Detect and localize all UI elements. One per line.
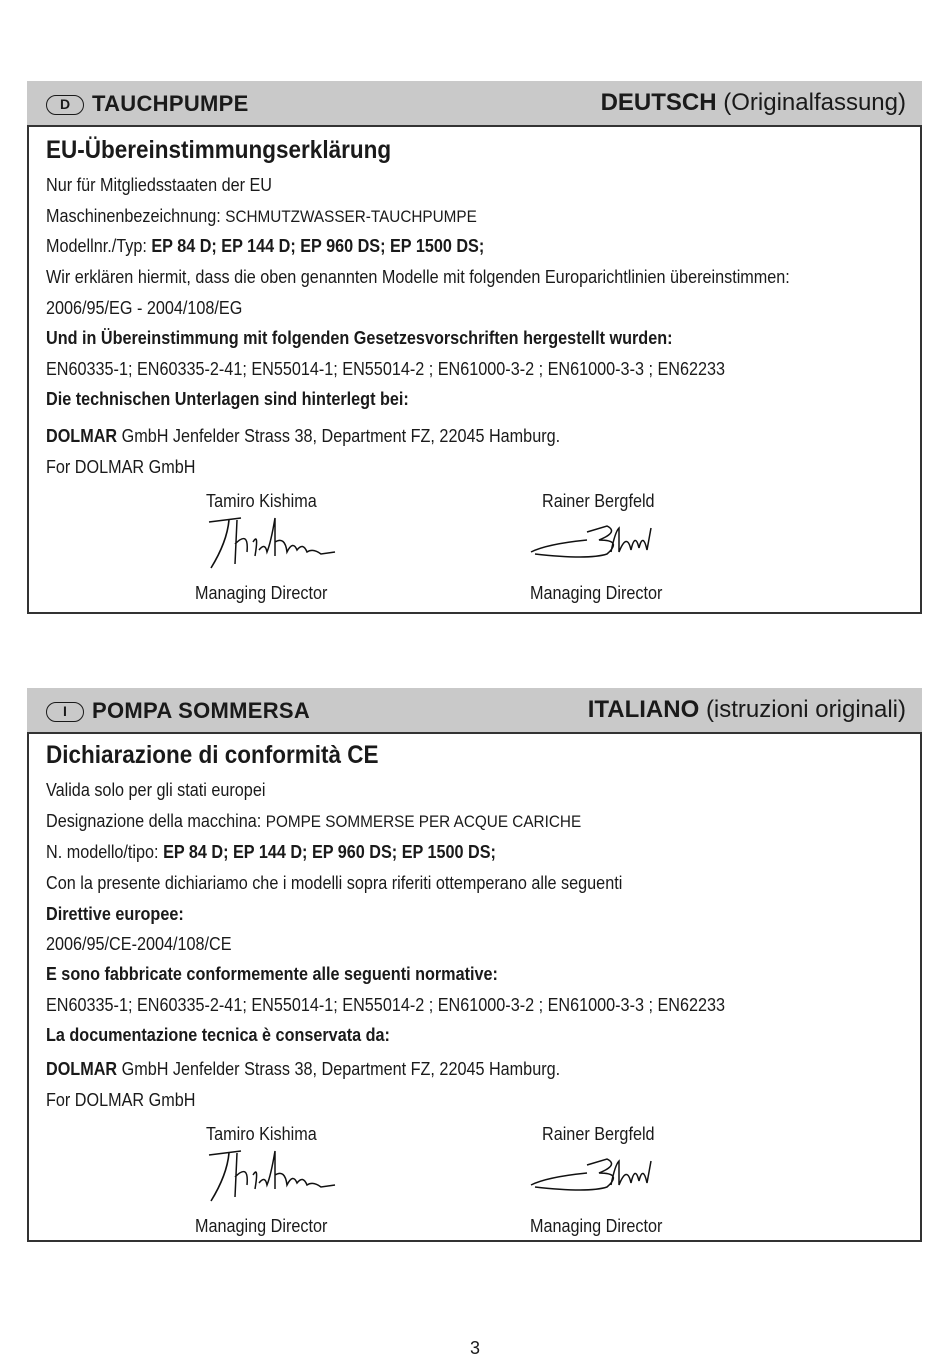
declaration-box (27, 125, 922, 614)
directives-text: 2006/95/CE-2004/108/CE (46, 934, 232, 954)
language-name: DEUTSCH (600, 89, 717, 116)
declaration-section-de (27, 81, 922, 614)
language-badge: I (46, 702, 84, 722)
signer2-name: Rainer Bergfeld (542, 1124, 655, 1144)
declaration-section-it (27, 688, 922, 1242)
standards-text: EN60335-1; EN60335-2-41; EN55014-1; EN55014-2 ; EN61000-3-2 ; EN61000-3-3 ; EN62233 (46, 995, 726, 1015)
model-label: Modellnr./Typ: (46, 236, 147, 256)
declaration-text: Con la presente dichiariamo che i modelli sopra riferiti ottemperano alle seguenti (46, 873, 623, 893)
declaration-title: EU-Übereinstimmungserklärung (46, 136, 392, 164)
machine-label: Maschinenbezeichnung: (46, 206, 221, 226)
machine-designation (46, 811, 581, 832)
language-note: (Originalfassung) (723, 89, 906, 116)
standards-text: EN60335-1; EN60335-2-41; EN55014-1; EN55014-2 ; EN61000-3-2 ; EN61000-3-3 ; EN62233 (46, 359, 726, 379)
signature-kishima (201, 1145, 341, 1205)
model-type (46, 842, 496, 863)
directives-text: 2006/95/EG - 2004/108/EG (46, 298, 243, 318)
directives-heading: Direttive europee: (46, 904, 184, 924)
for-company: For DOLMAR GmbH (46, 457, 196, 477)
signer1-title: Managing Director (195, 1216, 328, 1236)
technical-docs-heading: La documentazione tecnica è conservata da: (46, 1025, 390, 1045)
product-title: TAUCHPUMPE (92, 91, 249, 116)
for-company: For DOLMAR GmbH (46, 1090, 196, 1110)
product-title: POMPA SOMMERSA (92, 698, 311, 723)
company-name: DOLMAR (46, 426, 118, 446)
signer2-title: Managing Director (530, 1216, 663, 1236)
machine-label: Designazione della macchina: (46, 811, 262, 831)
language-note: (istruzioni originali) (705, 696, 906, 723)
signature-kishima (201, 512, 341, 572)
standards-heading: E sono fabbricate conformemente alle seguenti normative: (46, 964, 498, 984)
machine-value: SCHMUTZWASSER-TAUCHPUMPE (225, 207, 477, 226)
section-header-bar (27, 81, 922, 125)
company-address (46, 1059, 560, 1080)
signature-bergfeld (527, 522, 667, 562)
signer1-name: Tamiro Kishima (206, 491, 317, 511)
model-value: EP 84 D; EP 144 D; EP 960 DS; EP 1500 DS; (163, 842, 496, 862)
declaration-box (27, 732, 922, 1242)
language-name: ITALIANO (587, 696, 700, 723)
signer1-title: Managing Director (195, 583, 328, 603)
language-title (601, 89, 906, 117)
model-label: N. modello/tipo: (46, 842, 159, 862)
address-text: GmbH Jenfelder Strass 38, Department FZ, 22045 Hamburg. (121, 426, 561, 446)
address-text: GmbH Jenfelder Strass 38, Department FZ, 22045 Hamburg. (121, 1059, 561, 1079)
scope-text: Nur für Mitgliedsstaaten der EU (46, 175, 272, 195)
declaration-text: Wir erklären hiermit, dass die oben genannten Modelle mit folgenden Europarichtlinien übereinstimmen: (46, 267, 790, 287)
machine-value: POMPE SOMMERSE PER ACQUE CARICHE (265, 812, 582, 831)
signer2-name: Rainer Bergfeld (542, 491, 655, 511)
company-name: DOLMAR (46, 1059, 118, 1079)
technical-docs-heading: Die technischen Unterlagen sind hinterlegt bei: (46, 389, 409, 409)
declaration-title: Dichiarazione di conformità CE (46, 741, 379, 769)
company-address (46, 426, 560, 447)
page-number: 3 (469, 1338, 480, 1358)
scope-text: Valida solo per gli stati europei (46, 780, 266, 800)
section-header-bar (27, 688, 922, 732)
standards-heading: Und in Übereinstimmung mit folgenden Gesetzesvorschriften hergestellt wurden: (46, 328, 673, 348)
model-type (46, 236, 484, 257)
machine-designation (46, 206, 477, 227)
signature-bergfeld (527, 1155, 667, 1195)
signer2-title: Managing Director (530, 583, 663, 603)
language-badge: D (46, 95, 84, 115)
signer1-name: Tamiro Kishima (206, 1124, 317, 1144)
language-title (588, 696, 906, 724)
model-value: EP 84 D; EP 144 D; EP 960 DS; EP 1500 DS; (151, 236, 485, 256)
